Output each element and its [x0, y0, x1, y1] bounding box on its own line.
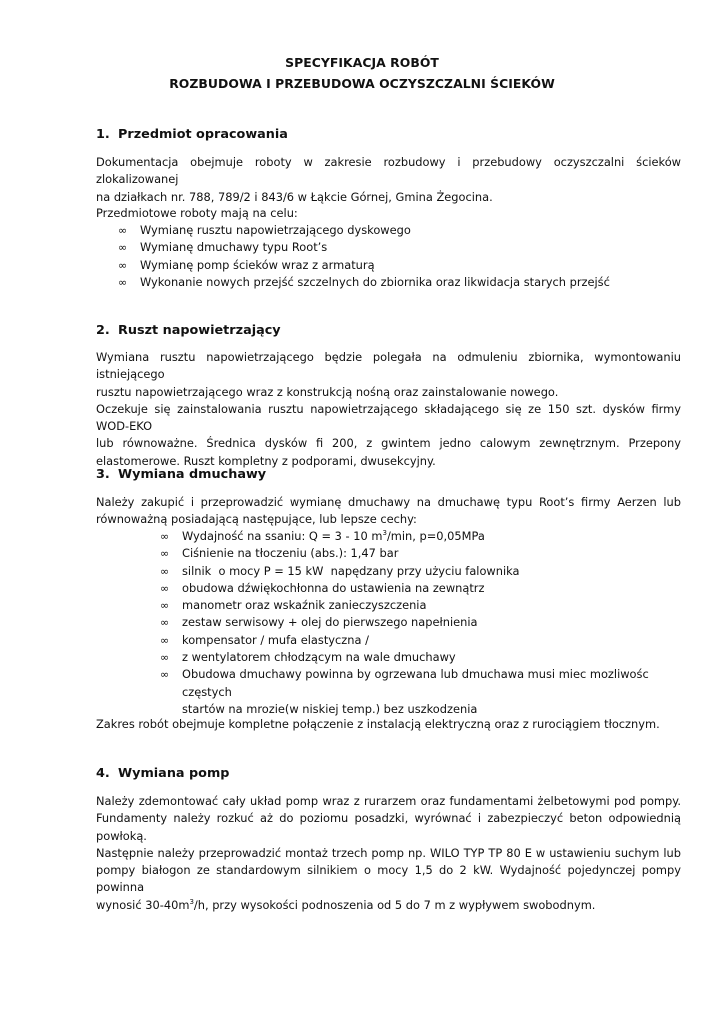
section-2-line: Wymiana rusztu napowietrzającego będzie polegała na odmuleniu zbiornika, wymontowaniu istniejącego: [96, 350, 681, 382]
list-item: ∞ manometr oraz wskaźnik zanieczyszczenia: [160, 597, 682, 614]
list-item: ∞ zestaw serwisowy + olej do pierwszego napełnienia: [160, 614, 682, 631]
section-3-title: Wymiana dmuchawy: [118, 467, 267, 482]
section-2-number: 2.: [96, 323, 110, 338]
infinity-bullet-icon: ∞: [118, 224, 128, 237]
section-2-title: Ruszt napowietrzający: [118, 323, 281, 338]
section-1-goals-list: [118, 222, 678, 291]
infinity-bullet-icon: ∞: [160, 530, 170, 543]
section-4-body: [96, 793, 681, 914]
section-2-line: lub równoważne. Średnica dysków fi 200, z gwintem jedno calowym zewnętrznym. Przepony: [96, 436, 681, 451]
section-4-line: Następnie należy przeprowadzić montaż trzech pomp np. WILO TYP TP 80 E w ustawieniu suchym lub: [96, 845, 681, 860]
list-item: ∞ silnik o mocy P = 15 kW napędzany przy użyciu falownika: [160, 563, 682, 580]
section-3-intro: [96, 494, 681, 529]
infinity-bullet-icon: ∞: [118, 275, 128, 289]
list-item: ∞ Wydajność na ssaniu: Q = 3 - 10 $m^3/\min$, p=0,05MPa: [160, 528, 682, 545]
section-1-goals-label: Przedmiotowe roboty mają na celu:: [96, 206, 298, 220]
infinity-bullet-icon: ∞: [160, 581, 170, 595]
infinity-bullet-icon: ∞: [160, 564, 170, 578]
section-4-number: 4.: [96, 766, 110, 781]
section-2-line: rusztu napowietrzającego wraz z konstrukcją nośną oraz zainstalowanie nowego.: [96, 384, 559, 399]
section-1-intro-line: na działkach nr. 788, 789/2 i 843/6 w Łąkcie Górnej, Gmina Żegocina.: [96, 189, 493, 204]
list-item: ∞ Wymianę pomp ścieków wraz z armaturą: [118, 257, 678, 274]
section-2-heading: [96, 323, 281, 338]
section-3-intro-line: równoważną posiadającą następujące, lub lepsze cechy:: [96, 512, 417, 527]
section-1-number: 1.: [96, 127, 110, 142]
list-item: ∞ Obudowa dmuchawy powinna by ogrzewana lub dmuchawa musi miec mozliwośc częstych startów na mrozie(w niskiej temp.) bez uszkodzenia: [160, 667, 649, 716]
infinity-bullet-icon: ∞: [160, 651, 170, 665]
list-item: ∞ Ciśnienie na tłoczeniu (abs.): 1,47 bar: [160, 545, 682, 562]
document-subtitle: ROZBUDOWA I PRZEBUDOWA OCZYSZCZALNI ŚCIEKÓW: [169, 76, 555, 91]
infinity-bullet-icon: ∞: [160, 633, 170, 647]
list-item: ∞ Wymianę dmuchawy typu Root’s: [118, 239, 678, 256]
document-title: SPECYFIKACJA ROBÓT: [285, 55, 439, 70]
section-4-line: wynosić $30-40m^3/h$, przy wysokości podnoszenia od 5 do 7 m z wypływem swobodnym.: [96, 897, 596, 912]
section-1-intro: [96, 154, 681, 206]
infinity-bullet-icon: ∞: [118, 241, 128, 255]
section-3-scope: Zakres robót obejmuje kompletne połączenie z instalacją elektryczną oraz z rurociągiem tłocznym.: [96, 717, 660, 731]
section-4-line: pompy białogon ze standardowym silnikiem o mocy 1,5 do 2 kW. Wydajność pojedynczej pompy powinna: [96, 863, 681, 895]
section-3-number: 3.: [96, 467, 110, 482]
section-1-heading: [96, 127, 288, 142]
infinity-bullet-icon: ∞: [160, 599, 170, 613]
section-4-line: Fundamenty należy rozkuć aż do poziomu posadzki, wyrównać i zabezpieczyć beton odpowiednią powłoką.: [96, 811, 681, 843]
section-1-intro-line: Dokumentacja obejmuje roboty w zakresie rozbudowy i przebudowy oczyszczalni ścieków zlokalizowanej: [96, 155, 681, 187]
list-item: ∞ kompensator / mufa elastyczna /: [160, 632, 682, 649]
section-1-title: Przedmiot opracowania: [118, 127, 288, 142]
list-item: ∞ Wymianę rusztu napowietrzającego dyskowego: [118, 222, 678, 239]
infinity-bullet-icon: ∞: [160, 668, 170, 682]
list-item: ∞ z wentylatorem chłodzącym na wale dmuchawy: [160, 649, 682, 666]
section-4-title: Wymiana pomp: [118, 766, 230, 781]
infinity-bullet-icon: ∞: [118, 258, 128, 272]
list-item: ∞ Wykonanie nowych przejść szczelnych do zbiornika oraz likwidacja starych przejść: [118, 274, 678, 291]
section-3-features-list: [160, 528, 682, 718]
section-4-line: Należy zdemontować cały układ pomp wraz z rurarzem oraz fundamentami żelbetowymi pod pompy.: [96, 794, 681, 808]
infinity-bullet-icon: ∞: [160, 616, 170, 630]
infinity-bullet-icon: ∞: [160, 547, 170, 561]
list-item: ∞ obudowa dźwiękochłonna do ustawienia na zewnątrz: [160, 580, 682, 597]
section-2-body: [96, 349, 681, 470]
section-4-heading: [96, 766, 229, 781]
section-3-intro-line: Należy zakupić i przeprowadzić wymianę dmuchawy na dmuchawę typu Root’s firmy Aerzen lub: [96, 495, 681, 509]
section-3-heading: [96, 467, 266, 482]
section-2-line: Oczekuje się zainstalowania rusztu napowietrzającego składającego się ze 150 szt. dysków firmy WOD-EKO: [96, 401, 681, 434]
section-2-line: elastomerowe. Ruszt kompletny z podporami, dwusekcyjny.: [96, 453, 436, 468]
